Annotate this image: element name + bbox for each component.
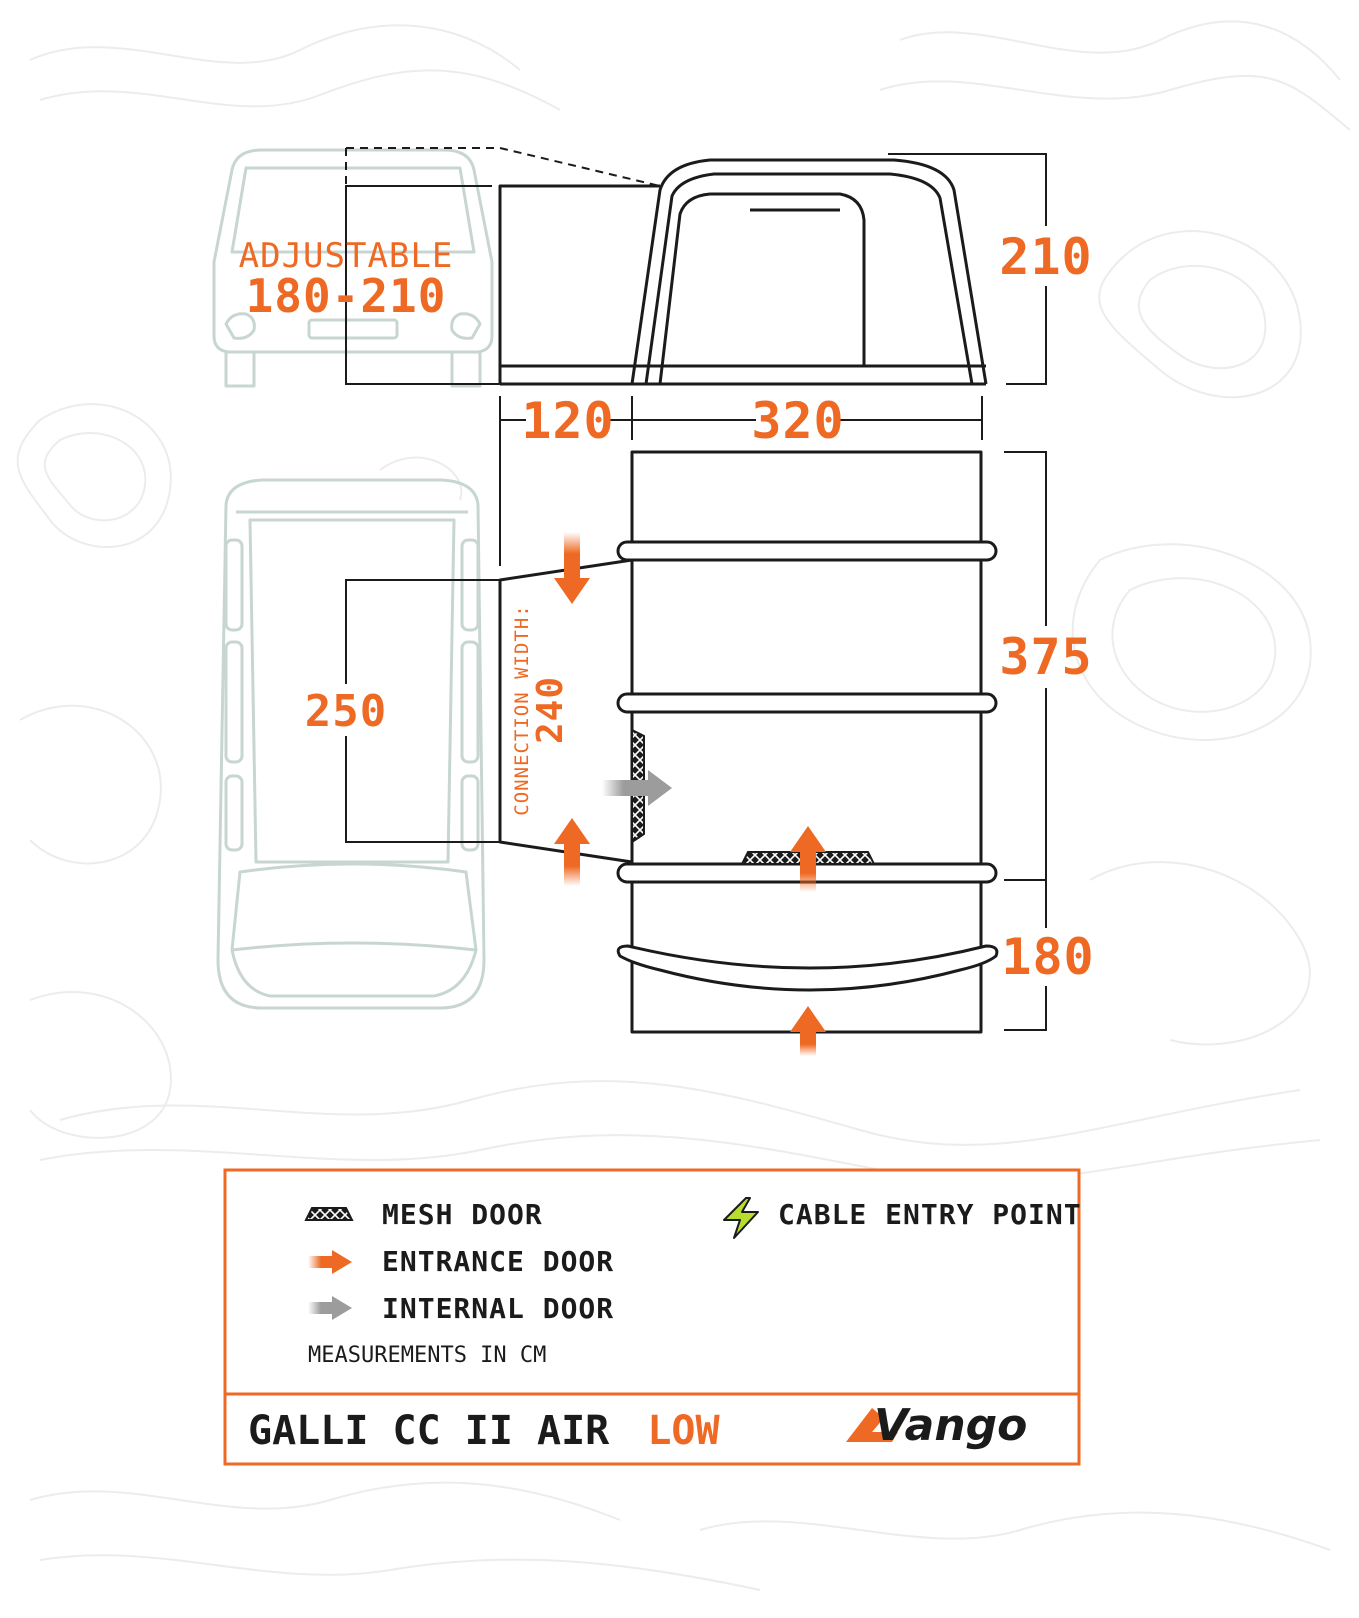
tent-beams (618, 542, 997, 990)
legend-mesh-door-label: MESH DOOR (382, 1198, 543, 1231)
dimension-lines (346, 154, 1046, 1030)
tent-side-elevation (500, 160, 986, 384)
vehicle-top-view (218, 480, 484, 1008)
connection-width-value: 240 (530, 675, 571, 745)
connection-width-dimension-label: 120 (521, 392, 615, 450)
product-name (248, 1408, 720, 1454)
measurements-note: MEASUREMENTS IN CM (308, 1343, 547, 1368)
product-name-suffix: LOW (647, 1408, 720, 1454)
height-dimension-label: 210 (999, 228, 1093, 286)
product-name-prefix: GALLI CC II AIR (248, 1408, 610, 1454)
legend-internal-door-label: INTERNAL DOOR (382, 1292, 615, 1325)
connection-width-caption: CONNECTION WIDTH: (511, 604, 533, 816)
legend-cable-entry-label: CABLE ENTRY POINT (778, 1198, 1082, 1231)
legend-box (225, 1170, 1082, 1464)
brand-wordmark: Vango (874, 1400, 1028, 1451)
mesh-door-icon (306, 1208, 352, 1220)
depth-dimension-label: 375 (999, 628, 1093, 686)
vehicle-length-dimension-label: 250 (304, 686, 388, 737)
legend-entrance-door-label: ENTRANCE DOOR (382, 1245, 615, 1278)
entrance-door-arrow-front (790, 1006, 826, 1056)
vango-logo (846, 1400, 1027, 1451)
adjustable-label: ADJUSTABLE (238, 236, 454, 276)
porch-depth-dimension-label: 180 (1001, 928, 1095, 986)
adjustable-range-label: 180-210 (245, 269, 447, 323)
main-width-dimension-label: 320 (751, 392, 845, 450)
